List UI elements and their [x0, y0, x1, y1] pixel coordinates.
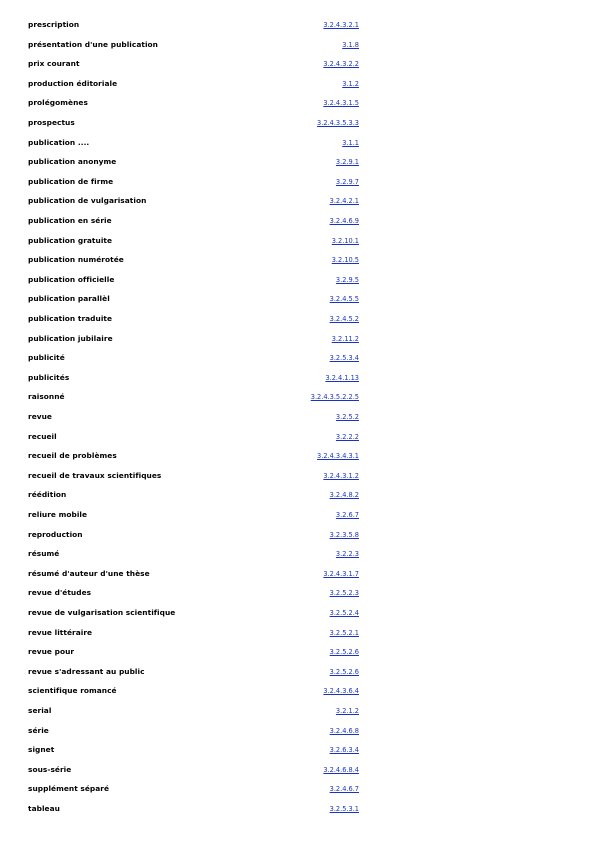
section-reference-link[interactable]: 3.2.5.2.4 [329, 609, 359, 617]
index-term: recueil de problèmes [28, 451, 117, 460]
index-term: publication .... [28, 138, 90, 147]
index-entry [0, 685, 595, 697]
index-entry [0, 176, 595, 188]
section-reference-link[interactable]: 3.2.4.3.2.1 [323, 21, 359, 29]
index-term: publication officielle [28, 275, 115, 284]
index-entry [0, 587, 595, 599]
section-reference-link[interactable]: 3.2.4.6.8 [329, 727, 359, 735]
index-term: revue s'adressant au public [28, 667, 145, 676]
index-entry [0, 646, 595, 658]
index-entry [0, 195, 595, 207]
section-reference-link[interactable]: 3.2.9.5 [335, 276, 359, 284]
index-entry [0, 450, 595, 462]
index-term: publication en série [28, 216, 112, 225]
index-term: supplément séparé [28, 784, 110, 793]
section-reference-link[interactable]: 3.2.3.5.8 [329, 531, 359, 539]
section-reference-link[interactable]: 3.2.4.6.8.4 [323, 766, 359, 774]
index-term: publication gratuite [28, 236, 113, 245]
section-reference-link[interactable]: 3.2.1.2 [335, 707, 359, 715]
index-entry [0, 725, 595, 737]
index-entry [0, 254, 595, 266]
index-term: reliure mobile [28, 510, 88, 519]
index-term: série [28, 726, 49, 735]
index-term: publication parallèl [28, 294, 110, 303]
index-term: scientifique romancé [28, 686, 117, 695]
section-reference-link[interactable]: 3.2.4.2.1 [329, 197, 359, 205]
index-term: revue littéraire [28, 628, 93, 637]
index-entry [0, 529, 595, 541]
index-entry [0, 489, 595, 501]
section-reference-link[interactable]: 3.2.4.6.7 [329, 785, 359, 793]
index-entry [0, 97, 595, 109]
index-entry [0, 764, 595, 776]
index-entry [0, 607, 595, 619]
index-term: publication anonyme [28, 157, 117, 166]
index-term: prix courant [28, 59, 80, 68]
index-entry [0, 548, 595, 560]
index-term: recueil [28, 432, 57, 441]
index-entry [0, 352, 595, 364]
section-reference-link[interactable]: 3.1.8 [342, 41, 359, 49]
section-reference-link[interactable]: 3.2.10.1 [331, 237, 359, 245]
section-reference-link[interactable]: 3.2.5.2 [335, 413, 359, 421]
index-term: publicités [28, 373, 70, 382]
index-entry [0, 215, 595, 227]
section-reference-link[interactable]: 3.2.4.3.1.2 [323, 472, 359, 480]
section-reference-link[interactable]: 3.2.9.7 [335, 178, 359, 186]
section-reference-link[interactable]: 3.2.2.2 [335, 433, 359, 441]
index-entry [0, 58, 595, 70]
section-reference-link[interactable]: 3.2.4.3.5.2.2.5 [310, 393, 359, 401]
index-entry [0, 803, 595, 815]
section-reference-link[interactable]: 3.2.5.2.3 [329, 589, 359, 597]
section-reference-link[interactable]: 3.2.6.7 [335, 511, 359, 519]
index-term: serial [28, 706, 52, 715]
index-entry [0, 78, 595, 90]
section-reference-link[interactable]: 3.2.4.5.2 [329, 315, 359, 323]
section-reference-link[interactable]: 3.2.5.2.1 [329, 629, 359, 637]
index-entry [0, 627, 595, 639]
index-term: publication numérotée [28, 255, 124, 264]
index-entry [0, 313, 595, 325]
index-term: réédition [28, 490, 67, 499]
index-entry [0, 333, 595, 345]
section-reference-link[interactable]: 3.2.9.1 [335, 158, 359, 166]
section-reference-link[interactable]: 3.2.4.3.1.5 [323, 99, 359, 107]
index-term: revue d'études [28, 588, 92, 597]
section-reference-link[interactable]: 3.2.5.3.1 [329, 805, 359, 813]
index-entry [0, 137, 595, 149]
index-term: tableau [28, 804, 60, 813]
index-entry [0, 19, 595, 31]
section-reference-link[interactable]: 3.2.4.5.5 [329, 295, 359, 303]
section-reference-link[interactable]: 3.2.4.6.9 [329, 217, 359, 225]
index-entry [0, 156, 595, 168]
index-term: production éditoriale [28, 79, 118, 88]
section-reference-link[interactable]: 3.2.4.8.2 [329, 491, 359, 499]
section-reference-link[interactable]: 3.2.4.3.2.2 [323, 60, 359, 68]
index-entry [0, 431, 595, 443]
section-reference-link[interactable]: 3.2.6.3.4 [329, 746, 359, 754]
index-term: résumé [28, 549, 60, 558]
section-reference-link[interactable]: 3.2.4.3.6.4 [323, 687, 359, 695]
index-term: reproduction [28, 530, 83, 539]
index-entry [0, 470, 595, 482]
index-term: résumé d'auteur d'une thèse [28, 569, 150, 578]
index-term: signet [28, 745, 55, 754]
index-entry [0, 509, 595, 521]
index-entry [0, 293, 595, 305]
index-term: publication de firme [28, 177, 114, 186]
index-term: publication jubilaire [28, 334, 113, 343]
section-reference-link[interactable]: 3.2.11.2 [331, 335, 359, 343]
index-entry [0, 39, 595, 51]
index-term: publication de vulgarisation [28, 196, 147, 205]
index-entry [0, 705, 595, 717]
index-term: raisonné [28, 392, 65, 401]
section-reference-link[interactable]: 3.2.5.2.6 [329, 668, 359, 676]
index-term: prolégomènes [28, 98, 88, 107]
index-entry [0, 568, 595, 580]
index-term: recueil de travaux scientifiques [28, 471, 162, 480]
section-reference-link[interactable]: 3.2.4.1.13 [325, 374, 359, 382]
index-term: publicité [28, 353, 65, 362]
index-entry [0, 666, 595, 678]
index-entry [0, 117, 595, 129]
section-reference-link[interactable]: 3.2.5.2.6 [329, 648, 359, 656]
index-entry [0, 372, 595, 384]
section-reference-link[interactable]: 3.2.5.3.4 [329, 354, 359, 362]
section-reference-link[interactable]: 3.2.4.3.4.3.1 [317, 452, 359, 460]
index-entry [0, 235, 595, 247]
index-term: publication traduite [28, 314, 113, 323]
section-reference-link[interactable]: 3.2.4.3.5.3.3 [317, 119, 359, 127]
index-term: présentation d'une publication [28, 40, 158, 49]
index-entry [0, 274, 595, 286]
index-entry [0, 411, 595, 423]
index-term: sous-série [28, 765, 72, 774]
index-term: revue [28, 412, 52, 421]
index-term: prospectus [28, 118, 75, 127]
index-term: prescription [28, 20, 80, 29]
index-entry [0, 744, 595, 756]
section-reference-link[interactable]: 3.2.4.3.1.7 [323, 570, 359, 578]
index-term: revue pour [28, 647, 75, 656]
section-reference-link[interactable]: 3.1.2 [342, 80, 359, 88]
index-entry [0, 391, 595, 403]
index-term: revue de vulgarisation scientifique [28, 608, 176, 617]
section-reference-link[interactable]: 3.2.10.5 [331, 256, 359, 264]
section-reference-link[interactable]: 3.2.2.3 [335, 550, 359, 558]
index-entry [0, 783, 595, 795]
section-reference-link[interactable]: 3.1.1 [342, 139, 359, 147]
